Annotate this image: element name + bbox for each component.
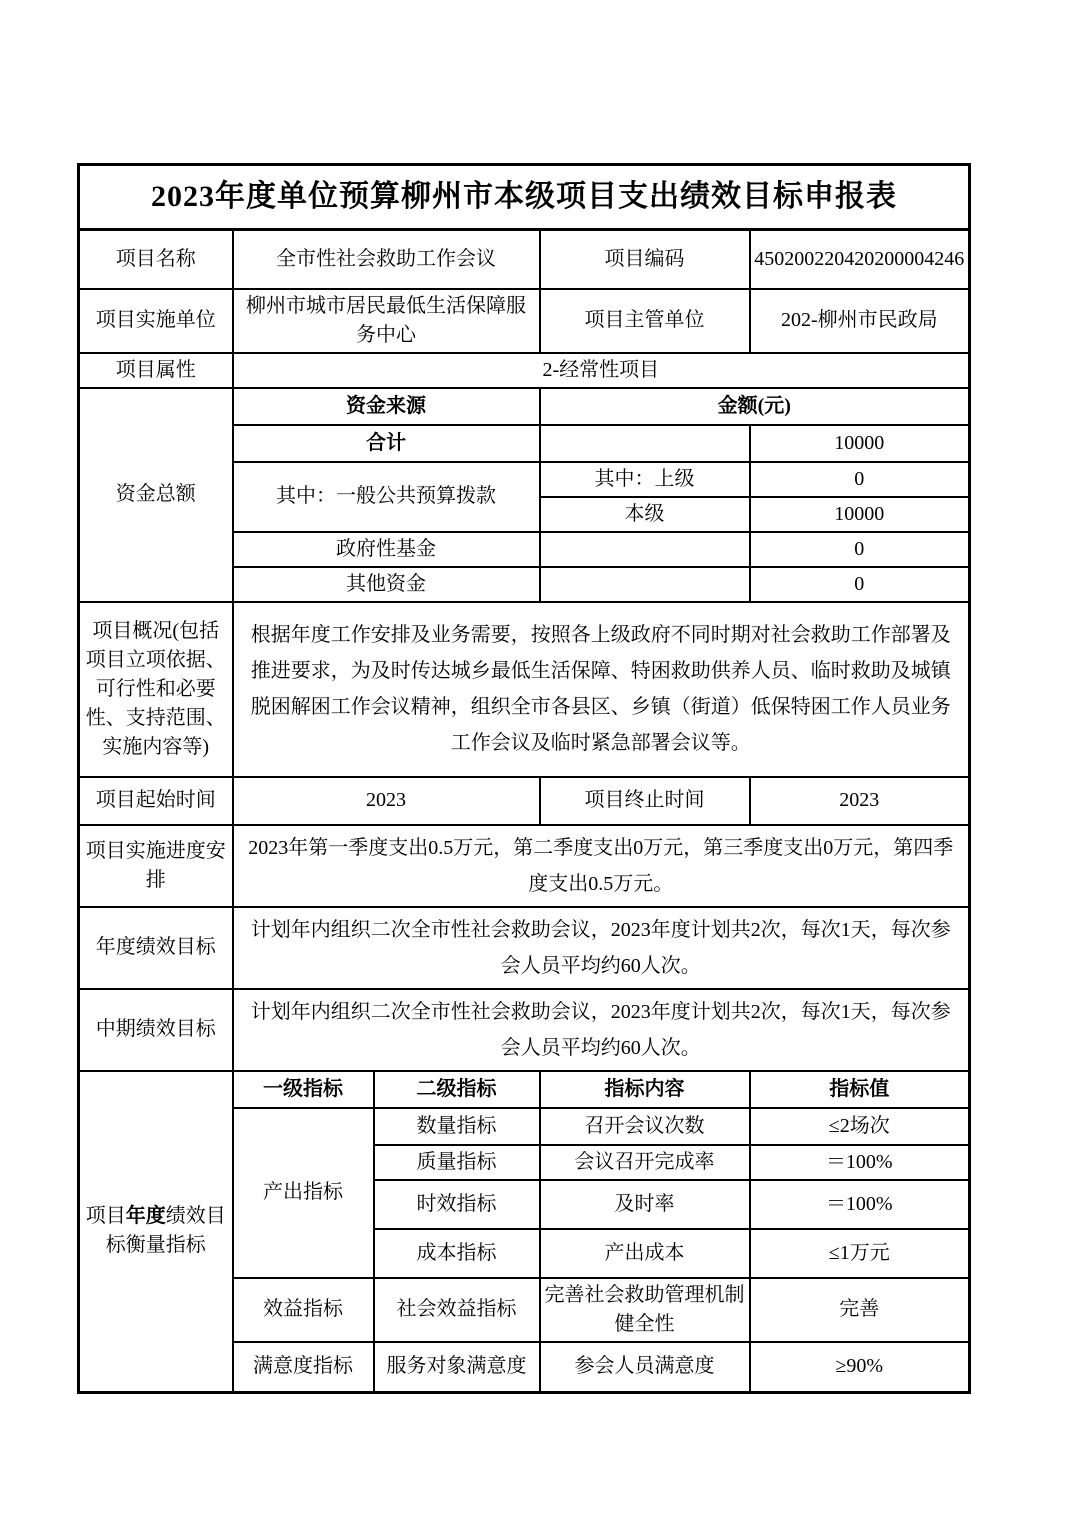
indicators-label-part3: 绩效目标衡量指标 bbox=[105, 1205, 226, 1257]
funding-total-label: 资金总额 bbox=[79, 388, 233, 602]
progress-text: 2023年第一季度支出0.5万元，第二季度支出0万元，第三季度支出0万元，第四季度支出0.5万元。 bbox=[233, 825, 970, 907]
indicator-timeliness-label: 时效指标 bbox=[374, 1180, 540, 1229]
supervisor-value: 202-柳州市民政局 bbox=[750, 289, 970, 353]
funding-amount-header: 金额(元) bbox=[540, 388, 970, 425]
attribute-label: 项目属性 bbox=[79, 353, 233, 388]
impl-unit-label: 项目实施单位 bbox=[79, 289, 233, 353]
overview-text: 根据年度工作安排及业务需要，按照各上级政府不同时期对社会救助工作部署及推进要求，为及时传达城乡最低生活保障、特困救助供养人员、临时救助及城镇脱困解困工作会议精神，组织全市各县区、乡镇（街道）低保特困工作人员业务工作会议及临时紧急部署会议等。 bbox=[233, 602, 970, 777]
funding-sum-sublabel-empty bbox=[540, 425, 750, 462]
indicators-section-label bbox=[79, 1071, 233, 1393]
indicator-quantity-content: 召开会议次数 bbox=[540, 1108, 750, 1145]
supervisor-label: 项目主管单位 bbox=[540, 289, 750, 353]
project-code-label: 项目编码 bbox=[540, 230, 750, 289]
mid-goal-label: 中期绩效目标 bbox=[79, 989, 233, 1071]
funding-gov-fund-label: 政府性基金 bbox=[233, 532, 540, 567]
indicator-satisfaction-label: 满意度指标 bbox=[233, 1342, 374, 1393]
overview-label: 项目概况(包括项目立项依据、可行性和必要性、支持范围、实施内容等) bbox=[79, 602, 233, 777]
indicator-satisfaction-l2: 服务对象满意度 bbox=[374, 1342, 540, 1393]
performance-target-table bbox=[77, 163, 971, 1394]
indicator-benefit-content: 完善社会救助管理机制健全性 bbox=[540, 1278, 750, 1342]
funding-sum-label: 合计 bbox=[233, 425, 540, 462]
indicator-quality-content: 会议召开完成率 bbox=[540, 1145, 750, 1180]
funding-other-sublabel-empty bbox=[540, 567, 750, 602]
funding-gov-fund-sublabel-empty bbox=[540, 532, 750, 567]
indicator-header-content: 指标内容 bbox=[540, 1071, 750, 1108]
funding-gov-fund-amount: 0 bbox=[750, 532, 970, 567]
attribute-value: 2-经常性项目 bbox=[233, 353, 970, 388]
start-date-label: 项目起始时间 bbox=[79, 777, 233, 825]
funding-upper-level-amount: 0 bbox=[750, 462, 970, 497]
funding-upper-level-label: 其中：上级 bbox=[540, 462, 750, 497]
indicator-satisfaction-content: 参会人员满意度 bbox=[540, 1342, 750, 1393]
annual-goal-text: 计划年内组织二次全市性社会救助会议，2023年度计划共2次，每次1天，每次参会人员平均约60人次。 bbox=[233, 907, 970, 989]
indicators-label-part2-bold: 年度 bbox=[125, 1205, 166, 1228]
indicator-header-level2: 二级指标 bbox=[374, 1071, 540, 1108]
funding-local-level-label: 本级 bbox=[540, 497, 750, 532]
indicator-cost-value: ≤1万元 bbox=[750, 1229, 970, 1278]
indicator-timeliness-value: ＝100% bbox=[750, 1180, 970, 1229]
end-date-label: 项目终止时间 bbox=[540, 777, 750, 825]
indicator-benefit-value: 完善 bbox=[750, 1278, 970, 1342]
indicator-benefit-label: 效益指标 bbox=[233, 1278, 374, 1342]
indicator-quality-label: 质量指标 bbox=[374, 1145, 540, 1180]
project-name-value: 全市性社会救助工作会议 bbox=[233, 230, 540, 289]
indicator-benefit-l2: 社会效益指标 bbox=[374, 1278, 540, 1342]
project-name-label: 项目名称 bbox=[79, 230, 233, 289]
mid-goal-text: 计划年内组织二次全市性社会救助会议，2023年度计划共2次，每次1天，每次参会人员平均约60人次。 bbox=[233, 989, 970, 1071]
indicator-output-label: 产出指标 bbox=[233, 1108, 374, 1278]
indicator-quality-value: ＝100% bbox=[750, 1145, 970, 1180]
start-date-value: 2023 bbox=[233, 777, 540, 825]
indicator-quantity-value: ≤2场次 bbox=[750, 1108, 970, 1145]
funding-other-label: 其他资金 bbox=[233, 567, 540, 602]
indicator-header-value: 指标值 bbox=[750, 1071, 970, 1108]
indicator-satisfaction-value: ≥90% bbox=[750, 1342, 970, 1393]
indicator-quantity-label: 数量指标 bbox=[374, 1108, 540, 1145]
end-date-value: 2023 bbox=[750, 777, 970, 825]
indicator-cost-label: 成本指标 bbox=[374, 1229, 540, 1278]
indicator-timeliness-content: 及时率 bbox=[540, 1180, 750, 1229]
indicators-label-part1: 项目 bbox=[85, 1205, 126, 1228]
progress-label: 项目实施进度安排 bbox=[79, 825, 233, 907]
funding-source-header: 资金来源 bbox=[233, 388, 540, 425]
funding-sum-amount: 10000 bbox=[750, 425, 970, 462]
funding-other-amount: 0 bbox=[750, 567, 970, 602]
impl-unit-value: 柳州市城市居民最低生活保障服务中心 bbox=[233, 289, 540, 353]
annual-goal-label: 年度绩效目标 bbox=[79, 907, 233, 989]
project-code-value: 450200220420200004246 bbox=[750, 230, 970, 289]
funding-local-level-amount: 10000 bbox=[750, 497, 970, 532]
indicator-cost-content: 产出成本 bbox=[540, 1229, 750, 1278]
table-title: 2023年度单位预算柳州市本级项目支出绩效目标申报表 bbox=[79, 165, 970, 230]
funding-general-budget-label: 其中：一般公共预算拨款 bbox=[233, 462, 540, 532]
indicator-header-level1: 一级指标 bbox=[233, 1071, 374, 1108]
